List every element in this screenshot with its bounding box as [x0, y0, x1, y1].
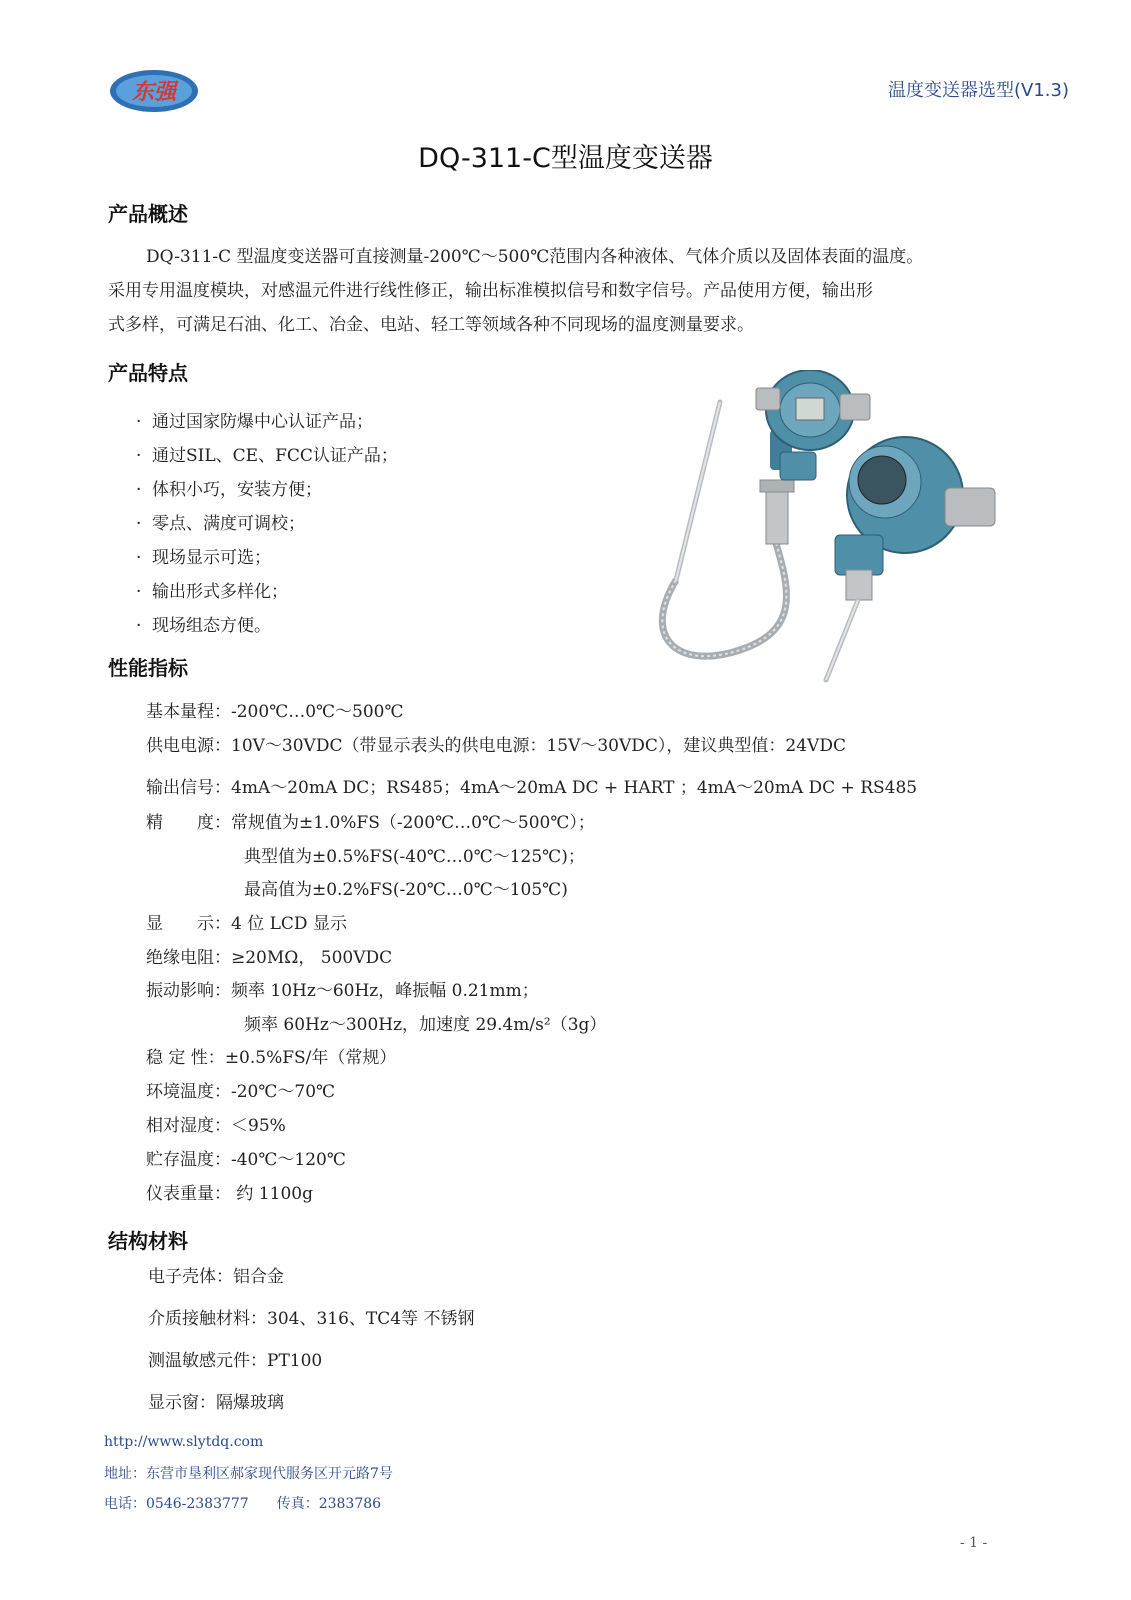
spec-row: 仪表重量： 约 1100g [146, 1184, 313, 1204]
performance-heading: 性能指标 [108, 656, 188, 680]
material-item: 电子壳体：铝合金 [148, 1267, 284, 1287]
spec-row: 稳 定 性：±0.5%FS/年（常规） [146, 1048, 397, 1068]
overview-line: 式多样，可满足石油、化工、冶金、电站、轻工等领域各种不同现场的温度测量要求。 [108, 315, 754, 335]
spec-row: 贮存温度：-40℃～120℃ [146, 1150, 346, 1170]
material-item: 介质接触材料：304、316、TC4等 不锈钢 [148, 1309, 475, 1329]
footer-phone: 电话：0546-2383777 传真：2383786 [104, 1496, 382, 1512]
features-list [136, 405, 398, 643]
spec-row: 最高值为±0.2%FS(-20℃…0℃～105℃) [244, 880, 568, 900]
list-item: · 通过国家防爆中心认证产品； [136, 412, 373, 432]
spec-row: 频率 60Hz～300Hz，加速度 29.4m/s²（3g） [244, 1015, 607, 1035]
list-item: · 输出形式多样化； [136, 582, 288, 602]
spec-row: 供电电源：10V～30VDC（带显示表头的供电电源：15V～30VDC），建议典型值：24VDC [146, 736, 846, 756]
materials-heading: 结构材料 [108, 1229, 188, 1253]
spec-row: 环境温度：-20℃～70℃ [146, 1082, 336, 1102]
spec-row: 振动影响：频率 10Hz～60Hz，峰振幅 0.21mm； [146, 981, 539, 1001]
spec-row: 显 示：4 位 LCD 显示 [146, 914, 347, 934]
overview-line: DQ-311-C 型温度变送器可直接测量-200℃～500℃范围内各种液体、气体介质以及固体表面的温度。 [146, 247, 924, 267]
spec-row: 精 度：常规值为±1.0%FS（-200℃…0℃～500℃）； [146, 813, 595, 833]
overview-heading: 产品概述 [108, 202, 188, 226]
overview-paragraph [108, 240, 923, 342]
footer-address: 地址：东营市垦利区郝家现代服务区开元路7号 [104, 1466, 393, 1482]
page-title: DQ-311-C型温度变送器 [418, 143, 713, 174]
overview-line: 采用专用温度模块，对感温元件进行线性修正，输出标准模拟信号和数字信号。产品使用方便，输出形 [108, 281, 873, 301]
product-photo [620, 370, 1010, 690]
footer-url[interactable]: http://www.slytdq.com [104, 1434, 264, 1450]
list-item: · 现场组态方便。 [136, 616, 271, 636]
logo-text: 东强 [131, 80, 177, 105]
list-item: · 通过SIL、CE、FCC认证产品； [136, 446, 398, 466]
page-number: - 1 - [960, 1535, 988, 1551]
spec-row: 相对湿度：＜95% [146, 1116, 286, 1136]
spec-row: 输出信号：4mA～20mA DC；RS485；4mA～20mA DC + HART ；4mA～20mA DC + RS485 [146, 778, 918, 798]
header-doc-label: 温度变送器选型(V1.3) [888, 80, 1069, 101]
material-item: 测温敏感元件：PT100 [148, 1351, 323, 1371]
features-heading: 产品特点 [108, 361, 188, 385]
list-item: · 体积小巧，安装方便； [136, 480, 322, 500]
spec-row: 绝缘电阻：≥20MΩ， 500VDC [146, 948, 393, 968]
material-item: 显示窗：隔爆玻璃 [148, 1393, 284, 1413]
spec-row: 基本量程：-200℃…0℃～500℃ [146, 702, 404, 722]
list-item: · 现场显示可选； [136, 548, 271, 568]
list-item: · 零点、满度可调校； [136, 514, 305, 534]
spec-row: 典型值为±0.5%FS(-40℃…0℃～125℃)； [244, 847, 585, 867]
company-logo [108, 66, 200, 116]
